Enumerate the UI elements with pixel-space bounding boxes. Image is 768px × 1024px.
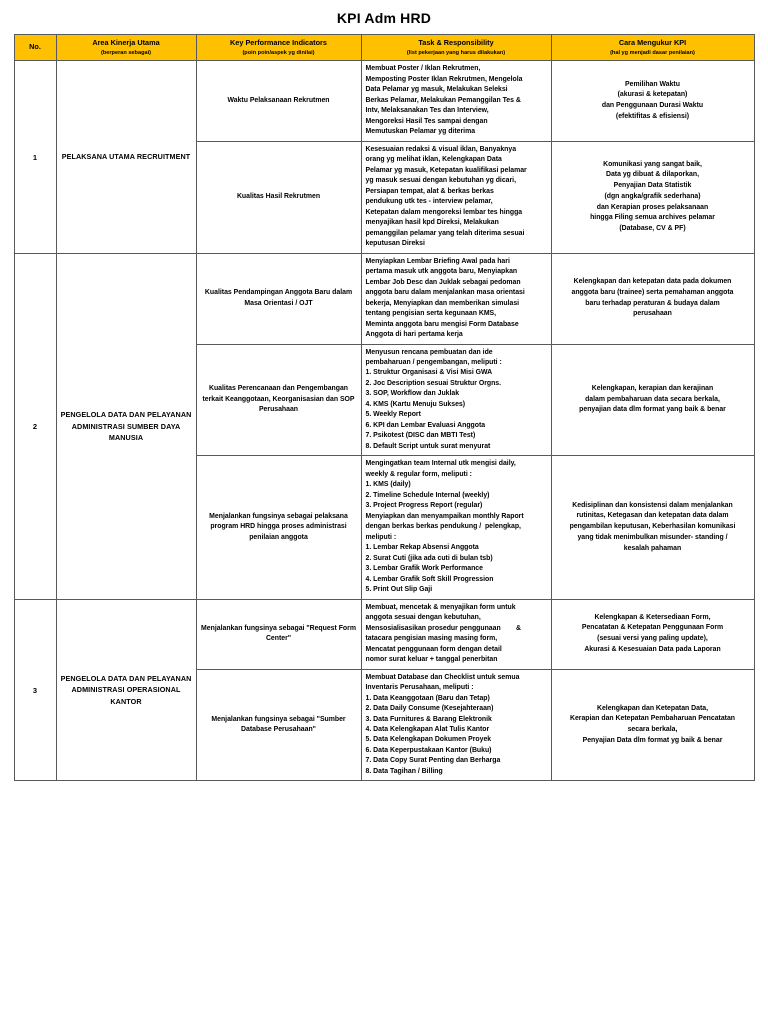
text-line: Akurasi & Kesesuaian Data pada Laporan — [584, 645, 721, 653]
text-line: Komunikasi yang sangat baik, — [603, 160, 702, 168]
text-line: hingga Filing semua archives pelamar — [590, 214, 715, 222]
text-line: Menyiapkan Lembar Briefing Awal pada hari — [365, 257, 510, 265]
kpi-indicator-cell: Menjalankan fungsinya sebagai "Sumber Database Perusahaan" — [196, 669, 361, 781]
table-row — [14, 599, 754, 669]
text-line: Berkas Pelamar, Melakukan Pemanggilan Tes & — [365, 96, 521, 104]
text-line: Membuat Database dan Checklist untuk semua — [365, 673, 520, 681]
text-line: bekerja, Menyiapkan dan memberikan simulasi — [365, 299, 520, 307]
text-line: Data Pelamar yg masuk, Melakukan Seleksi — [365, 86, 508, 94]
cara-mengukur-cell — [551, 669, 754, 781]
column-header-task — [361, 35, 551, 61]
text-line: Kelengkapan & Ketersediaan Form, — [594, 613, 711, 621]
text-line: Mensosialisasikan prosedur penggunaan & — [365, 624, 521, 632]
text-line: 1. Lembar Rekap Absensi Anggota — [365, 544, 479, 552]
text-line: tatacara pengisian masing masing form, — [365, 635, 498, 643]
column-header-task-sub: (list pekerjaan yang harus dilakukan) — [406, 49, 506, 56]
column-header-task-label: Task & Responsibility — [418, 38, 494, 47]
text-line: Kerapian dan Ketepatan Pembaharuan Pencatatan — [569, 715, 736, 723]
text-line: 3. SOP, Workflow dan Juklak — [365, 390, 460, 398]
kpi-indicator-cell: Kualitas Pendampingan Anggota Baru dalam Masa Orientasi / OJT — [196, 253, 361, 344]
text-line: menyajikan hasil kpd Direksi, Melakukan — [365, 219, 499, 227]
text-line: baru terhadap peraturan & budaya dalam — [585, 299, 720, 307]
text-line: 3. Lembar Grafik Work Performance — [365, 565, 483, 573]
table-header — [14, 35, 754, 61]
cara-mengukur-cell — [551, 61, 754, 141]
text-line: 2. Joc Description sesuai Struktur Orgns. — [365, 379, 502, 387]
text-line: yg masuk sesuai dengan kebutuhan yg dicari, — [365, 177, 516, 185]
text-line: pemanggilan pelamar yang telah diterima sesuai — [365, 229, 525, 237]
text-line: Penyajian Data dlm format yg baik & benar — [582, 736, 723, 744]
text-line: Kelengkapan, kerapian dan kerajinan — [591, 384, 714, 392]
text-line: 3. Project Progress Report (regular) — [365, 502, 483, 510]
text-line: (efektifitas & efisiensi) — [615, 112, 690, 120]
text-line: keputusan Direksi — [365, 240, 425, 248]
text-line: meliputi : — [365, 533, 397, 541]
page-title: KPI Adm HRD — [336, 10, 432, 26]
text-line: pendukung utk tes - interview pelamar, — [365, 198, 493, 206]
task-responsibility-cell — [361, 599, 551, 669]
text-line: Ketepatan dalam mengoreksi lembar tes hingga — [365, 208, 523, 216]
task-responsibility-cell — [361, 669, 551, 781]
kpi-indicator-cell: Waktu Pelaksanaan Rekrutmen — [196, 61, 361, 141]
text-line: Penyajian Data Statistik — [613, 182, 692, 190]
column-header-area-sub: (berperan sebagai) — [100, 49, 152, 56]
cara-mengukur-cell — [551, 599, 754, 669]
row-number-cell: 2 — [14, 253, 56, 599]
text-line: (dgn angka/grafik sederhana) — [604, 192, 701, 200]
table-body — [14, 61, 754, 781]
text-line: 7. Psikotest (DISC dan MBTI Test) — [365, 432, 476, 440]
text-line: 2. Timeline Schedule Internal (weekly) — [365, 491, 490, 499]
text-line: Memutuskan Pelamar yg diterima — [365, 128, 476, 136]
table-row — [14, 61, 754, 141]
text-line: Mencatat penggunaan form dengan detail — [365, 645, 502, 653]
text-line: Memposting Poster Iklan Rekrutmen, Mengelola — [365, 75, 523, 83]
text-line: perusahaan — [633, 310, 672, 318]
text-line: anggota sesuai dengan kebutuhan, — [365, 614, 481, 622]
text-line: Membuat, mencetak & menyajikan form untuk — [365, 603, 516, 611]
text-line: 5. Weekly Report — [365, 411, 421, 419]
task-responsibility-cell — [361, 456, 551, 599]
text-line: 7. Data Copy Surat Penting dan Berharga — [365, 757, 501, 765]
text-line: (sesuai versi yang paling update), — [597, 635, 708, 643]
text-line: 1. Data Keanggotaan (Baru dan Tetap) — [365, 694, 490, 702]
task-responsibility-cell — [361, 141, 551, 253]
text-line: dan Kerapian proses pelaksanaan — [596, 203, 709, 211]
text-line: 3. Data Furnitures & Barang Elektronik — [365, 715, 492, 723]
cara-mengukur-cell — [551, 456, 754, 599]
column-header-area-label: Area Kinerja Utama — [92, 38, 160, 47]
text-line: Kedisiplinan dan konsistensi dalam menjalankan — [572, 501, 733, 509]
text-line: Menyusun rencana pembuatan dan ide — [365, 348, 493, 356]
task-responsibility-cell — [361, 253, 551, 344]
text-line: Meminta anggota baru mengisi Form Database — [365, 320, 519, 328]
column-header-no-label: No. — [29, 42, 41, 52]
text-line: Mengoreksi Hasil Tes sampai dengan — [365, 117, 488, 125]
column-header-kpi-label: Key Performance Indicators — [230, 38, 327, 47]
table-header-row — [14, 35, 754, 61]
text-line: Intv, Melaksanakan Tes dan Interview, — [365, 107, 489, 115]
text-line: dan Penggunaan Durasi Waktu — [601, 102, 704, 110]
text-line: yang tidak menimbulkan misunder- standing / — [577, 533, 728, 541]
text-line: nomor surat keluar + tanggal penerbitan — [365, 656, 498, 664]
text-line: 5. Data Kelengkapan Dokumen Proyek — [365, 736, 492, 744]
text-line: dengan berkas berkas pendukung / pelengkap, — [365, 523, 521, 531]
text-line: Pelamar yg masuk, Ketepatan kualifikasi pelamar — [365, 166, 527, 174]
column-header-kpi — [196, 35, 361, 61]
kpi-table — [14, 34, 755, 781]
text-line: Kesesuaian redaksi & visual iklan, Banyaknya — [365, 145, 517, 153]
text-line: Inventaris Perusahaan, meliputi : — [365, 684, 474, 692]
cara-mengukur-cell — [551, 253, 754, 344]
text-line: 1. KMS (daily) — [365, 481, 411, 489]
text-line: pembaharuan / pengembangan, meliputi : — [365, 359, 502, 366]
text-line: 2. Data Daily Consume (Kesejahteraan) — [365, 705, 494, 713]
text-line: Kelengkapan dan ketepatan data pada dokumen — [573, 278, 732, 286]
text-line: dalam pembaharuan data secara berkala, — [585, 395, 720, 403]
text-line: anggota baru dalam menjalankan masa orientasi — [365, 289, 525, 297]
column-header-cara-label: Cara Mengukur KPI — [618, 38, 687, 47]
text-line: 8. Data Tagihan / Billing — [365, 767, 443, 775]
table-row — [14, 253, 754, 344]
kpi-indicator-cell: Kualitas Perencanaan dan Pengembangan terkait Keanggotaan, Keorganisasian dan SOP Perusahaan — [196, 344, 361, 456]
task-responsibility-cell — [361, 61, 551, 141]
text-line: penyajian data dlm format yang baik & benar — [579, 406, 726, 414]
text-line: pertama masuk utk anggota baru, Menyiapkan — [365, 268, 518, 276]
text-line: Lembar Job Desc dan Juklak sebagai pedoman — [365, 278, 521, 286]
text-line: secara berkala, — [627, 725, 678, 733]
text-line: 1. Struktur Organisasi & Visi Misi GWA — [365, 369, 493, 377]
kpi-indicator-cell: Kualitas Hasil Rekrutmen — [196, 141, 361, 253]
text-line: Membuat Poster / Iklan Rekrutmen, — [365, 65, 481, 73]
area-kinerja-cell: PENGELOLA DATA DAN PELAYANAN ADMINISTRASI SUMBER DAYA MANUSIA — [56, 253, 196, 599]
text-line: orang yg melihat iklan, Kelengkapan Data — [365, 156, 502, 164]
text-line: weekly & regular form, meliputi : — [365, 470, 472, 478]
text-line: 5. Print Out Slip Gaji — [365, 586, 433, 594]
text-line: Kelengkapan dan Ketepatan Data, — [596, 704, 709, 712]
text-line: Mengingatkan team Internal utk mengisi daily, — [365, 460, 516, 468]
text-line: 8. Default Script untuk surat menyurat — [365, 442, 491, 450]
text-line: Pencatatan & Ketepatan Penggunaan Form — [581, 624, 724, 632]
text-line: Data yg dibuat & dilaporkan, — [605, 171, 700, 179]
kpi-indicator-cell: Menjalankan fungsinya sebagai pelaksana program HRD hingga proses administrasi penilaian anggota — [196, 456, 361, 599]
cara-mengukur-cell — [551, 344, 754, 456]
text-line: (akurasi & ketepatan) — [617, 91, 688, 99]
column-header-kpi-sub: (poin poin/aspek yg dinilai) — [242, 49, 315, 56]
area-kinerja-cell: PENGELOLA DATA DAN PELAYANAN ADMINISTRASI OPERASIONAL KANTOR — [56, 599, 196, 781]
task-responsibility-cell — [361, 344, 551, 456]
text-line: kesalah pahaman — [623, 544, 682, 552]
text-line: (Database, CV & PF) — [619, 224, 686, 232]
text-line: 4. Data Kelengkapan Alat Tulis Kantor — [365, 725, 490, 733]
text-line: Pemilihan Waktu — [625, 80, 680, 88]
column-header-area — [56, 35, 196, 61]
text-line: anggota baru (trainee) serta pemahaman anggota — [571, 288, 734, 296]
text-line: 4. KMS (Kartu Menuju Sukses) — [365, 400, 466, 408]
text-line: 4. Lembar Grafik Soft Skill Progression — [365, 575, 494, 583]
text-line: rutinitas, Ketegasan dan ketepatan data dalam — [576, 512, 729, 520]
text-line: Menyiapkan dan menyampaikan monthly Raport — [365, 512, 524, 520]
text-line: 6. KPI dan Lembar Evaluasi Anggota — [365, 421, 486, 429]
row-number-cell: 1 — [14, 61, 56, 253]
column-header-no — [14, 35, 56, 61]
text-line: tentang pengisian serta kegunaan KMS, — [365, 310, 497, 318]
text-line: 2. Surat Cuti (jika ada cuti di bulan tsb) — [365, 554, 493, 562]
column-header-cara — [551, 35, 754, 61]
area-kinerja-cell: PELAKSANA UTAMA RECRUITMENT — [56, 61, 196, 253]
row-number-cell: 3 — [14, 599, 56, 781]
text-line: 6. Data Keperpustakaan Kantor (Buku) — [365, 746, 492, 754]
text-line: Anggota di hari pertama kerja — [365, 331, 463, 339]
cara-mengukur-cell — [551, 141, 754, 253]
text-line: Persiapan tempat, alat & berkas berkas — [365, 187, 494, 195]
text-line: pengambilan keputusan, Keberhasilan komunikasi — [569, 523, 736, 531]
kpi-indicator-cell: Menjalankan fungsinya sebagai "Request Form Center" — [196, 599, 361, 669]
column-header-cara-sub: (hal yg menjadi dasar penilaian) — [610, 49, 695, 56]
